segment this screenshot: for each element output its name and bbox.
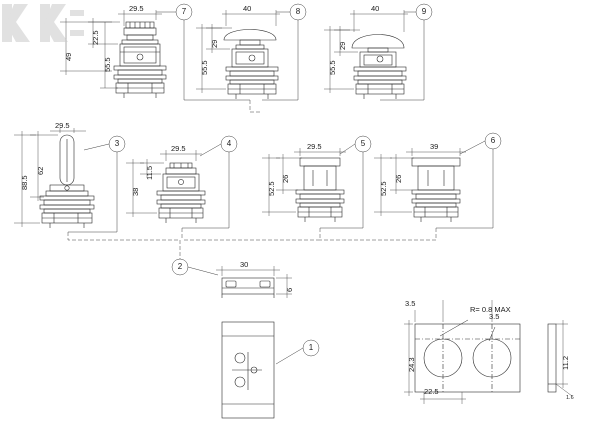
dim-7-h1: 22.5 — [91, 30, 100, 45]
dim-5-h1: 26 — [281, 174, 290, 183]
dim-2-height: 6 — [285, 287, 294, 292]
dim-9-h2: 55.5 — [328, 60, 337, 75]
dim-7-h3: 55.5 — [103, 57, 112, 72]
balloon-3[interactable]: 3 — [114, 139, 120, 148]
device-8 — [224, 30, 278, 100]
dim-5-h2: 52.5 — [267, 181, 276, 196]
dim-6-width: 39 — [430, 142, 439, 151]
balloon-6[interactable]: 6 — [490, 136, 496, 145]
dim-4-width: 29.5 — [171, 144, 186, 153]
balloon-2[interactable]: 2 — [177, 262, 183, 271]
device-9 — [352, 35, 406, 100]
balloon-1[interactable]: 1 — [308, 343, 314, 352]
dim-plate-w: 22.5 — [424, 387, 439, 396]
dim-4-h1: 11.5 — [145, 165, 154, 180]
device-4 — [157, 163, 205, 223]
balloon-7[interactable]: 7 — [181, 7, 187, 16]
dim-2-width: 30 — [240, 260, 249, 269]
dim-3-h2: 88.5 — [20, 175, 29, 190]
dim-9-h1: 29 — [338, 41, 347, 50]
dim-plate-right: 3.5 — [489, 312, 500, 321]
device-1 — [222, 322, 274, 418]
dim-plate-edge: 1.6 — [566, 395, 574, 401]
dim-4-h2: 38 — [131, 187, 140, 196]
balloon-8[interactable]: 8 — [295, 7, 301, 16]
dimension-lines — [14, 10, 572, 404]
dim-7-width: 29.5 — [129, 4, 144, 13]
balloon-9[interactable]: 9 — [421, 7, 427, 16]
balloon-4[interactable]: 4 — [226, 139, 232, 148]
dim-plate-left: 3.5 — [405, 299, 416, 308]
dim-8-h1: 29 — [210, 39, 219, 48]
device-7 — [114, 22, 166, 98]
device-6 — [412, 158, 460, 222]
dim-3-width: 29.5 — [55, 121, 70, 130]
device-2 — [222, 278, 274, 298]
dim-6-h1: 26 — [394, 174, 403, 183]
dim-8-width: 40 — [243, 4, 252, 13]
dim-plate-h: 24.3 — [407, 357, 416, 372]
balloon-5[interactable]: 5 — [360, 139, 366, 148]
dim-3-h1: 62 — [36, 166, 45, 175]
note-r-max: R= 0.8 MAX — [470, 305, 511, 314]
detail-plate — [415, 320, 556, 392]
dim-9-width: 40 — [371, 4, 380, 13]
device-5 — [296, 158, 344, 222]
dim-plate-thk: 11.2 — [561, 355, 570, 370]
dim-6-h2: 52.5 — [379, 181, 388, 196]
watermark-logo — [0, 0, 86, 46]
dim-8-h2: 55.5 — [200, 60, 209, 75]
device-3 — [40, 135, 94, 228]
dim-7-h2: 49 — [64, 52, 73, 61]
dim-5-width: 29.5 — [307, 142, 322, 151]
